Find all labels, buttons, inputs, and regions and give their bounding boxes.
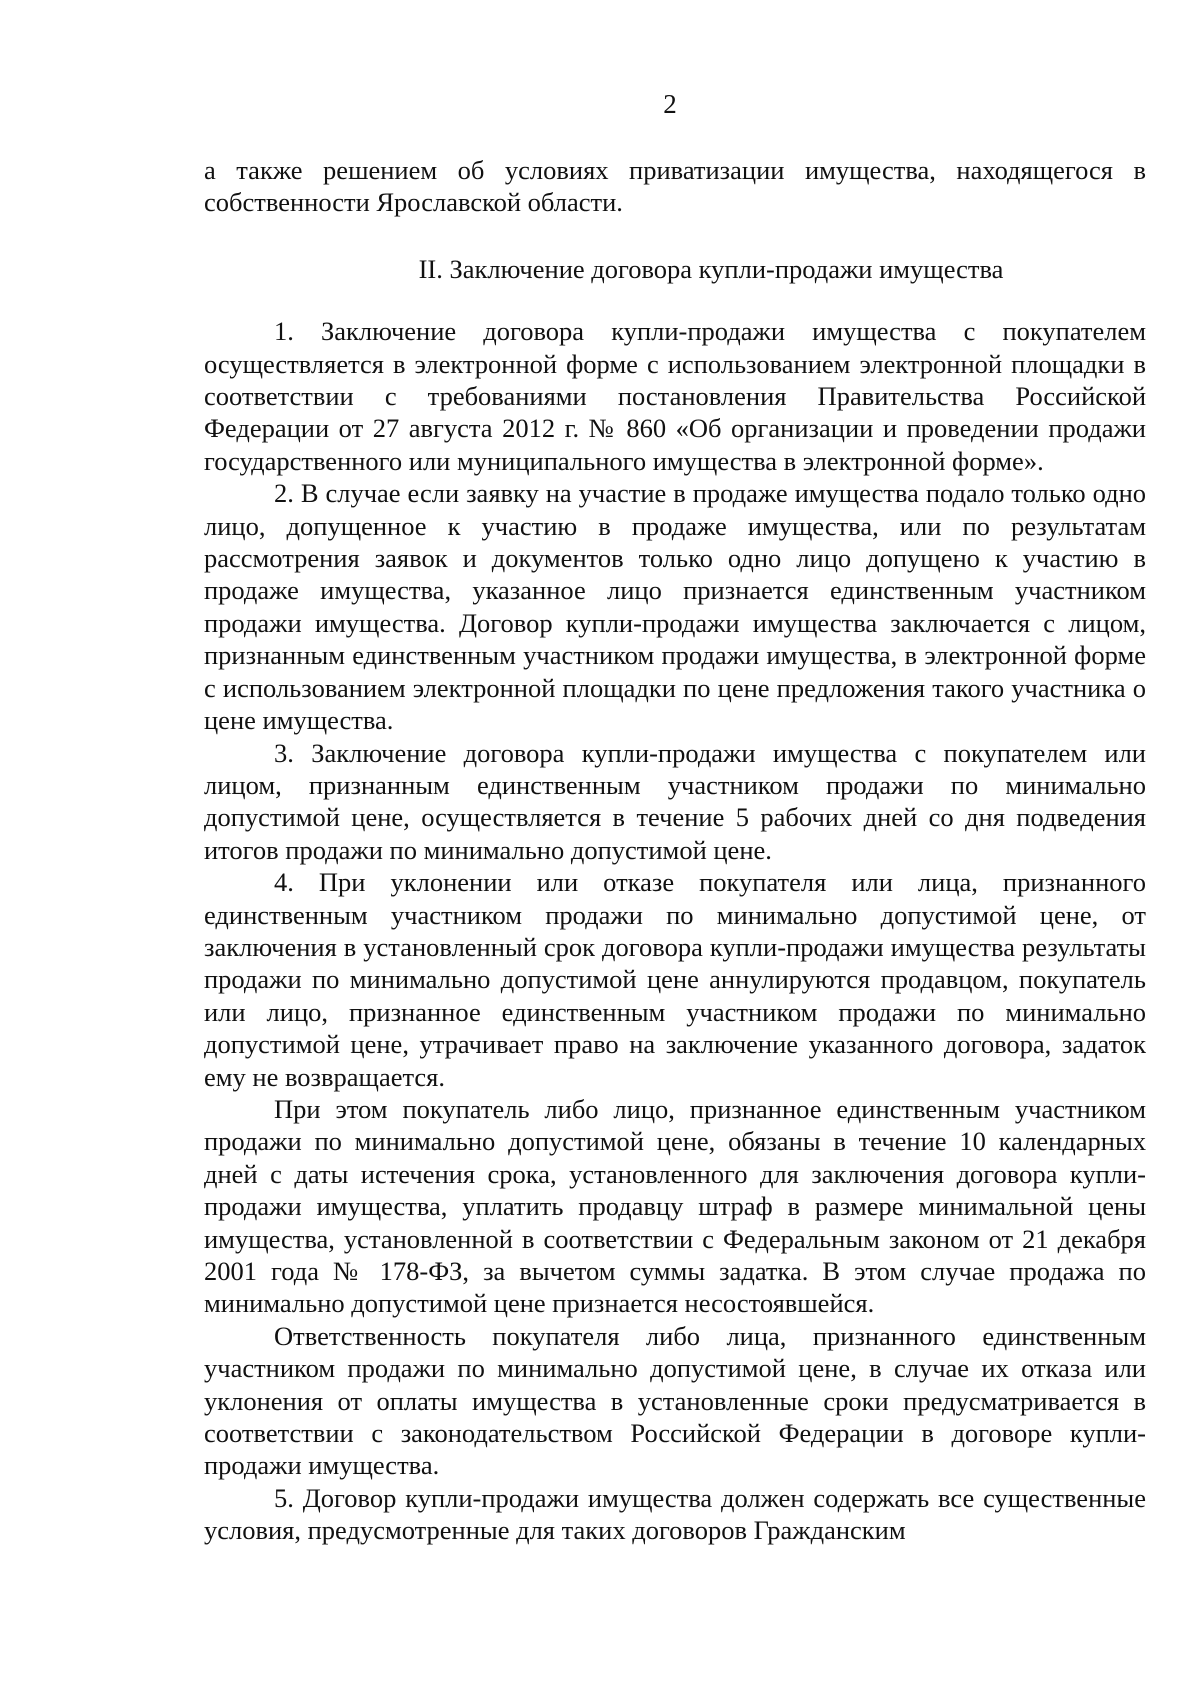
item-1-text: Заключение договора купли-продажи имущества с покупателем осуществляется в электронной форме с использованием электронной площадки в соответствии с требованиями постановления Правительства Российской Федерации от 27 августа 2012 г. № 860 «Об организации и проведении продажи государственного или муниципального имущества в электронной форме». bbox=[204, 316, 1147, 476]
item-3-text: Заключение договора купли-продажи имущества с покупателем или лицом, признанным единственным участником продажи по минимально допустимой цене, осуществляется в течение 5 рабочих дней со дня подведения итогов продажи по минимально допустимой цене. bbox=[204, 737, 1146, 865]
section-heading: II. Заключение договора купли-продажи имущества bbox=[418, 253, 1004, 284]
item-2-number: 2. bbox=[274, 478, 294, 509]
page-number: 2 bbox=[663, 89, 677, 119]
item-3-paragraph bbox=[204, 737, 1146, 867]
item-5-number: 5. bbox=[274, 1482, 294, 1513]
item-5-text: Договор купли-продажи имущества должен содержать все существенные условия, предусмотренные для таких договоров Гражданским bbox=[204, 1482, 1146, 1546]
liability-paragraph: Ответственность покупателя либо лица, признанного единственным участником продажи по минимально допустимой цене, в случае их отказа или уклонения от оплаты имущества в установленные сроки предусматривается в соответствии с законодательством Российской Федерации в договоре купли-продажи имущества. bbox=[204, 1320, 1146, 1481]
item-2-text: В случае если заявку на участие в продаже имущества подало только одно лицо, допущенное к участию в продаже имущества, или по результатам рассмотрения заявок и документов только одно лицо допущено к участию в продаже имущества, указанное лицо признается единственным участником продажи имущества. Договор купли-продажи имущества заключается с лицом, признанным единственным участником продажи имущества, в электронной форме с использованием электронной площадки по цене предложения такого участника о цене имущества. bbox=[204, 478, 1146, 736]
item-4-text: При уклонении или отказе покупателя или лица, признанного единственным участником продажи по минимально допустимой цене, от заключения в установленный срок договора купли-продажи имущества результаты продажи по минимально допустимой цене аннулируются продавцом, покупатель или лицо, признанное единственным участником продажи по минимально допустимой цене, утрачивает право на заключение указанного договора, задаток ему не возвращается. bbox=[204, 867, 1147, 1092]
intro-paragraph: а также решением об условиях приватизации имущества, находящегося в собственности Ярославской области. bbox=[204, 155, 1146, 218]
penalty-paragraph: При этом покупатель либо лицо, признанное единственным участником продажи по минимально допустимой цене, обязаны в течение 10 календарных дней с даты истечения срока, установленного для заключения договора купли-продажи имущества, уплатить продавцу штраф в размере минимальной цены имущества, установленной в соответствии с Федеральным законом от 21 декабря 2001 года № 178-ФЗ, за вычетом суммы задатка. В этом случае продажа по минимально допустимой цене признается несостоявшейся. bbox=[204, 1093, 1146, 1319]
item-4-number: 4. bbox=[274, 867, 294, 898]
item-1-paragraph bbox=[204, 315, 1146, 477]
item-4-paragraph bbox=[204, 866, 1146, 1093]
item-5-paragraph bbox=[204, 1482, 1146, 1547]
item-2-paragraph bbox=[204, 477, 1146, 736]
item-3-number: 3. bbox=[274, 737, 294, 768]
document-body bbox=[204, 154, 1146, 1547]
item-1-number: 1. bbox=[274, 316, 294, 347]
